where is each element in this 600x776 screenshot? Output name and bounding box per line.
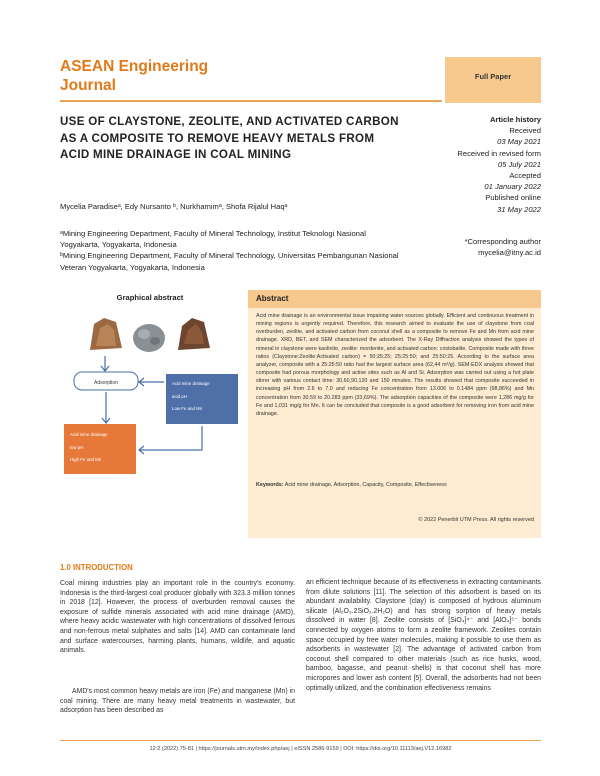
journal-title-line2: Journal [60, 77, 116, 94]
arrow-left-icon [139, 378, 164, 386]
keywords-label: Keywords: [256, 482, 284, 488]
revised-date: 05 July 2021 [497, 159, 541, 169]
paper-title: USE OF CLAYSTONE, ZEOLITE, AND ACTIVATED CARBON AS A COMPOSITE TO REMOVE HEAVY METALS FROM ACID MINE DRAINAGE IN COAL MINING [60, 115, 399, 161]
abstract-text: Acid mine drainage is an environmental issue impairing water sources globally. Efficient and continuous treatment in mining regions is urgently required. Therefore, this research aimed to evaluate the use of claystone from coal overburden, zeolite, and activated carbon from coconut shell as a composite to remove Fe and Mn from acid mine drainage. XRD, BET, and SEM characterized the adsorbent. The X-Ray Diffraction analysis showed the types of mineral in claystone were kaolinite, zeolite: mordenite, and activated carbon: cristobalite. Composite made with three ratios (Claystone:Zeolite:Activated carbon) = 50:25:25; 25:25:50; and 25:50:25. According to the surface area analyzer, composite with a 25:25:50 ratio had the largest surface area (62,44 m²/g). SEM-EDX analysis showed that composite had porous morphology and active sites such as Al and Si. Adsorption was carried out using a hot plate stirrer with various contact time: 30,60,90,120 and 150 minutes. The results showed that composite succeeded in increasing pH from 2.6 to 7.0 and reducing Fe concentration from 13.006 to 0.1484 ppm (98,86%) and Mn concentration from 30.59 to 20.283 ppm (33,69%). The adsorption capacities of the composite were 1,286 mg/g for Fe and 1,031 mg/g for Mn. It can be concluded that composite is a good adsorbent for removing iron from acid mine drainage. [256, 313, 534, 417]
amd-input-line1: acid pH [172, 394, 187, 399]
abstract-heading-bar [248, 290, 541, 308]
published-date: 31 May 2022 [497, 204, 541, 214]
arrow-down-icon [101, 356, 109, 371]
full-paper-badge: Full Paper [474, 72, 512, 81]
arrow-return-icon [139, 426, 202, 454]
amd-result-label: Acid mine drainage [70, 432, 108, 437]
affiliation-b: ᵇMining Engineering Department, Faculty of Mineral Technology, Universitas Pembangunan Nasional Veteran Yogyakarta, Yogyakarta, Indonesia [60, 251, 399, 272]
adsorption-box [74, 372, 138, 390]
affiliation-a: ᵃMining Engineering Department, Faculty of Mineral Technology, Institut Teknologi Nasional Yogyakarta, Yogyakarta, Indonesia [60, 229, 366, 250]
article-history [420, 114, 541, 215]
header-divider [60, 100, 442, 102]
graphical-abstract-figure [60, 310, 240, 485]
amd-input-line2: Low Fe and Mn [172, 406, 203, 411]
page-footer: 12:2 (2022) 75-81 | https://journals.utm.my/index.php/aej | eISSN 2586-9159 | DOI: https://doi.org/10.11113/aej.V12.16982 [149, 746, 452, 752]
activated-carbon-sample-image [174, 314, 212, 354]
journal-title-line1: ASEAN Engineering [60, 58, 209, 75]
accepted-label: Accepted [509, 171, 541, 181]
zeolite-sample-image [130, 314, 168, 354]
intro-paragraph-1: Coal mining industries play an important role in the country's economy. Indonesia is the third-largest coal producer globally with 323.3 million tonnes in 2018 [12]. However, the process of overburden removal causes the exposure of sulfide minerals associated with acid mine drainage (AMD), where heavy acidic wastewater with high concentrations of dissolved ferrous and non-ferrous metal sulphates and salts [14]. AMD can contaminate land and surface watercourses, harming plants, humans, wildlife, and aquatic animals. [60, 580, 295, 655]
graphical-abstract-heading: Graphical abstract [116, 293, 184, 302]
abstract-heading: Abstract [256, 294, 289, 303]
keywords-list: Acid mine drainage, Adsorption, Capacity, Composite, Effectiveness [284, 482, 447, 488]
intro-paragraph-2: AMD's most common heavy metals are iron (Fe) and manganese (Mn) in coal mining. There are many heavy metal treatments in wastewater, but adsorption has been described as [60, 688, 295, 715]
journal-title [60, 57, 260, 95]
footer-divider [60, 740, 541, 741]
published-label: Published online [485, 193, 541, 203]
corresponding-label: *Corresponding author [464, 237, 541, 246]
keywords [256, 482, 534, 488]
affiliations [60, 228, 400, 273]
revised-label: Received in revised form [457, 148, 541, 158]
introduction-heading: 1.0 INTRODUCTION [60, 563, 133, 572]
claystone-sample-image [86, 314, 124, 354]
author-list: Mycelia Paradiseᵃ, Edy Nursanto ᵇ, Nurkhamimᵃ, Shofa Rijalul Haqᵃ [60, 202, 288, 211]
accepted-date: 01 January 2022 [484, 182, 541, 192]
amd-input-box [166, 374, 238, 424]
adsorption-label: Adsorption [94, 380, 118, 386]
article-history-heading: Article history [489, 115, 541, 124]
corresponding-email[interactable]: mycelia@itny.ac.id [478, 248, 541, 258]
amd-result-line1: low pH [70, 445, 84, 450]
amd-result-line2: High Fe and Mn [70, 457, 102, 462]
received-label: Received [509, 126, 541, 136]
copyright-notice: © 2022 Penerbit UTM Press. All rights reserved [418, 517, 534, 523]
corresponding-author [420, 236, 541, 258]
amd-result-box [64, 424, 136, 474]
amd-input-label: Acid mine drainage [172, 381, 210, 386]
intro-paragraph-right: an efficient technique because of its effectiveness in extracting contaminants from dilute solutions [11]. The selection of this adsorbent is based on its abundant availability. Claystone (clay) is composed of hydrous aluminum silicate (Al₂O₃.2SiO₂.2H₂O) and has strong sorption of heavy metals dissolved in water [8]. Zeolite consists of [SiO₄]⁴⁻ and [AlO₄]⁵⁻ bonds connected by oxygen atoms to form a zeolite framework. Zeolites contain space occupied by free water molecules, making it possible to use them as adsorbents in wastewater [2]. The advantage of activated carbon from coconut shell compared to other materials (such as rice husks, wood, bamboo, bagasse, and peanut shells) is that coconut shell has more micropores and lower ash content [5]. Overall, the adsorbents had not been optimally utilized, and the combination effectiveness remains [306, 579, 541, 692]
received-date: 03 May 2021 [497, 137, 541, 147]
arrow-down-icon [102, 392, 110, 423]
